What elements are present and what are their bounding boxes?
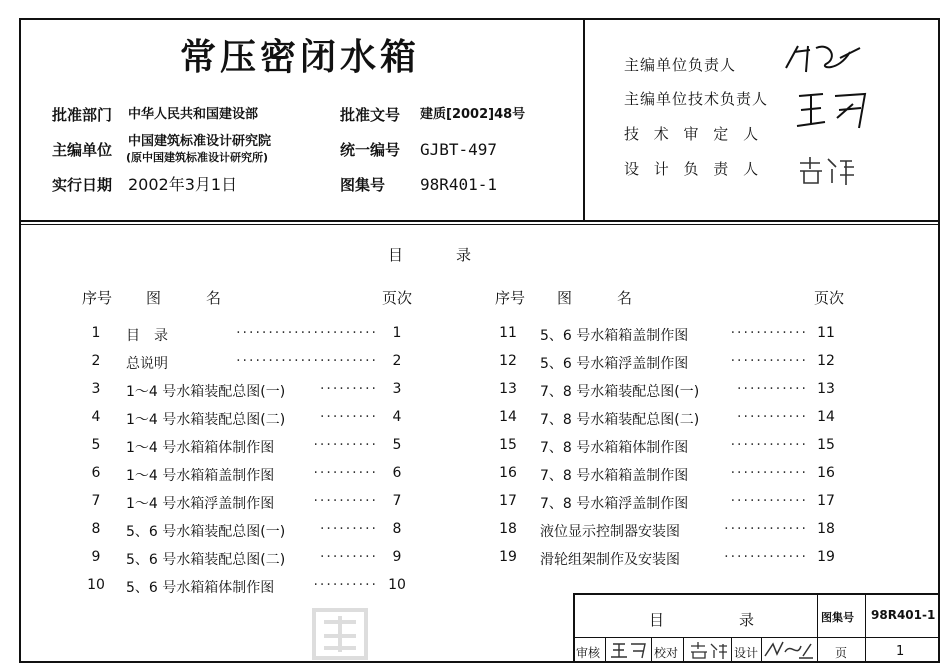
header-inner-rule <box>19 224 940 225</box>
toc-row-page: 12 <box>817 353 835 369</box>
toc-row-number: 16 <box>499 465 517 481</box>
toc-row <box>0 381 950 403</box>
atlas-no-label: 图集号 <box>340 176 386 194</box>
toc-row-name: 1～4 号水箱箱体制作图 <box>126 440 275 456</box>
toc-row-number: 15 <box>499 437 517 453</box>
review-signature <box>609 640 649 660</box>
unified-no-label: 统一编号 <box>340 141 401 159</box>
toc-row-page: 6 <box>392 465 402 481</box>
toc-row-number: 13 <box>499 381 517 397</box>
toc-row-number: 10 <box>87 577 105 593</box>
toc-row-number: 9 <box>91 549 101 565</box>
title-block-name: 目 录 <box>649 611 755 629</box>
editor-unit-label: 主编单位 <box>52 141 113 159</box>
approval-doc-label: 批准文号 <box>340 106 401 124</box>
toc-row-name: 7、8 号水箱箱体制作图 <box>540 440 689 456</box>
toc-row-page: 2 <box>392 353 402 369</box>
toc-row <box>0 437 950 459</box>
toc-row-number: 17 <box>499 493 517 509</box>
toc-heading: 目 录 <box>388 246 474 264</box>
toc-row-page: 15 <box>817 437 835 453</box>
toc-row-page: 5 <box>392 437 402 453</box>
toc-row-page: 11 <box>817 325 835 341</box>
toc-row-page: 9 <box>392 549 402 565</box>
toc-row-leader: ············· <box>724 521 808 537</box>
toc-row <box>0 409 950 431</box>
effective-date-label: 实行日期 <box>52 176 113 194</box>
toc-row-leader: ············ <box>730 353 808 369</box>
toc-row-leader: ······················ <box>236 353 378 369</box>
toc-row-page: 13 <box>817 381 835 397</box>
toc-row-leader: ·········· <box>313 493 378 509</box>
watermark-logo <box>310 606 370 662</box>
document-title: 常压密闭水箱 <box>180 37 421 78</box>
title-block <box>573 593 940 663</box>
toc-col-no-right: 序号 <box>495 289 526 307</box>
toc-row-number: 19 <box>499 549 517 565</box>
toc-row-leader: ··········· <box>737 409 808 425</box>
toc-row <box>0 521 950 543</box>
toc-row-leader: ············ <box>730 465 808 481</box>
toc-row-name: 1～4 号水箱装配总图(二) <box>126 412 286 428</box>
atlas-no-value: 98R401-1 <box>420 175 498 194</box>
toc-row-leader: ············ <box>730 437 808 453</box>
toc-row-name: 5、6 号水箱装配总图(一) <box>126 524 286 540</box>
signature-4 <box>796 155 856 187</box>
toc-row-name: 7、8 号水箱箱盖制作图 <box>540 468 689 484</box>
toc-row-leader: ········· <box>319 521 378 537</box>
toc-row <box>0 493 950 515</box>
responsible-role-3: 技 术 审 定 人 <box>624 125 764 143</box>
toc-row-name: 7、8 号水箱装配总图(一) <box>540 384 700 400</box>
signature-2 <box>795 88 875 132</box>
toc-row-name: 5、6 号水箱浮盖制作图 <box>540 356 689 372</box>
toc-row-page: 8 <box>392 521 402 537</box>
check-signature <box>687 640 729 660</box>
toc-row-name: 1～4 号水箱装配总图(一) <box>126 384 286 400</box>
responsible-role-4: 设 计 负 责 人 <box>624 160 764 178</box>
toc-row-page: 16 <box>817 465 835 481</box>
toc-col-page-left: 页次 <box>382 289 413 307</box>
toc-row-number: 8 <box>91 521 101 537</box>
toc-row-page: 18 <box>817 521 835 537</box>
check-label: 校对 <box>654 646 679 660</box>
title-block-atlas-label: 图集号 <box>821 611 854 624</box>
toc-col-name-left: 图 名 <box>146 289 222 307</box>
toc-row-leader: ········· <box>319 381 378 397</box>
toc-row-name: 5、6 号水箱箱盖制作图 <box>540 328 689 344</box>
toc-row-name: 目 录 <box>126 328 168 344</box>
toc-row-page: 4 <box>392 409 402 425</box>
signature-1 <box>780 38 870 78</box>
toc-row-number: 2 <box>91 353 101 369</box>
approval-doc-value: 建质[2002]48号 <box>420 107 526 122</box>
toc-row-name: 7、8 号水箱浮盖制作图 <box>540 496 689 512</box>
responsible-role-2: 主编单位技术负责人 <box>624 90 769 108</box>
toc-row-number: 5 <box>91 437 101 453</box>
toc-row-page: 14 <box>817 409 835 425</box>
toc-row <box>0 549 950 571</box>
unified-no-value: GJBT-497 <box>420 140 498 159</box>
toc-row-leader: ······················ <box>236 325 378 341</box>
toc-row-leader: ············· <box>724 549 808 565</box>
toc-row-number: 12 <box>499 353 517 369</box>
design-label: 设计 <box>734 646 759 660</box>
toc-col-page-right: 页次 <box>814 289 845 307</box>
toc-row-name: 总说明 <box>126 356 168 372</box>
toc-row-leader: ·········· <box>313 577 378 593</box>
toc-row-page: 10 <box>388 577 406 593</box>
editor-unit-note: (原中国建筑标准设计研究所) <box>126 151 269 164</box>
toc-row-name: 滑轮组架制作及安装图 <box>540 552 680 568</box>
header-bottom-rule <box>19 220 940 222</box>
toc-row-page: 19 <box>817 549 835 565</box>
title-block-atlas-value: 98R401-1 <box>871 608 936 622</box>
toc-row-page: 1 <box>392 325 402 341</box>
toc-col-name-right: 图 名 <box>557 289 633 307</box>
approval-dept-label: 批准部门 <box>52 106 113 124</box>
toc-row <box>0 353 950 375</box>
editor-unit-value: 中国建筑标准设计研究院 <box>128 134 272 149</box>
toc-row-name: 5、6 号水箱箱体制作图 <box>126 580 275 596</box>
toc-row-leader: ········· <box>319 409 378 425</box>
toc-row-number: 4 <box>91 409 101 425</box>
toc-row-number: 1 <box>91 325 101 341</box>
toc-row-number: 18 <box>499 521 517 537</box>
approval-dept-value: 中华人民共和国建设部 <box>128 107 259 122</box>
toc-row-leader: ············ <box>730 325 808 341</box>
responsible-role-1: 主编单位负责人 <box>624 56 737 74</box>
toc-row-name: 1～4 号水箱浮盖制作图 <box>126 496 275 512</box>
effective-date-value: 2002年3月1日 <box>128 175 238 194</box>
toc-row-leader: ········· <box>319 549 378 565</box>
toc-row-page: 17 <box>817 493 835 509</box>
toc-row-page: 3 <box>392 381 402 397</box>
toc-row-leader: ············ <box>730 493 808 509</box>
toc-row-number: 6 <box>91 465 101 481</box>
toc-row-number: 3 <box>91 381 101 397</box>
toc-row-leader: ·········· <box>313 465 378 481</box>
watermark <box>310 606 370 669</box>
toc-row-number: 11 <box>499 325 517 341</box>
toc-row-leader: ··········· <box>737 381 808 397</box>
toc-row-name: 5、6 号水箱装配总图(二) <box>126 552 286 568</box>
toc-col-no-left: 序号 <box>82 289 113 307</box>
review-label: 审核 <box>576 646 601 660</box>
toc-row <box>0 325 950 347</box>
toc-row-name: 1～4 号水箱箱盖制作图 <box>126 468 275 484</box>
page-value: 1 <box>896 644 905 659</box>
design-signature <box>763 638 815 662</box>
toc-row-name: 液位显示控制器安装图 <box>540 524 680 540</box>
toc-row-number: 14 <box>499 409 517 425</box>
toc-row <box>0 465 950 487</box>
page-label: 页 <box>835 646 848 660</box>
toc-row-name: 7、8 号水箱装配总图(二) <box>540 412 700 428</box>
toc-row-number: 7 <box>91 493 101 509</box>
header-divider <box>583 18 585 222</box>
toc-row-leader: ·········· <box>313 437 378 453</box>
toc-row-page: 7 <box>392 493 402 509</box>
